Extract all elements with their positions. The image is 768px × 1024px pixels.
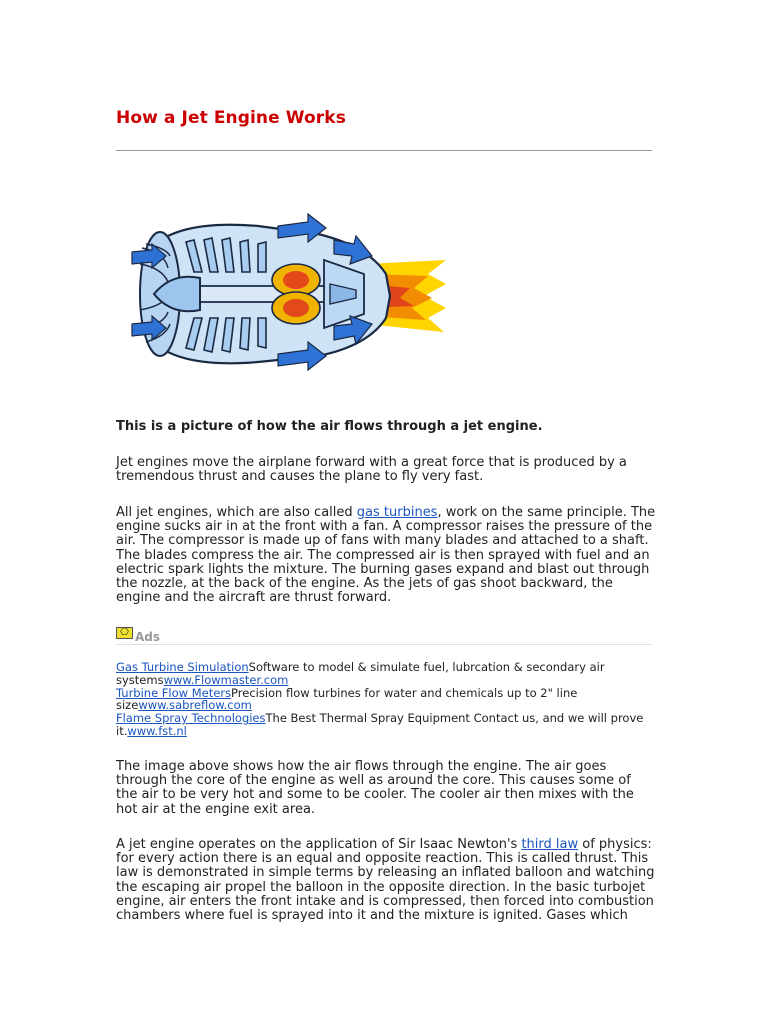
ad-title-link[interactable]: Gas Turbine Simulation bbox=[116, 660, 249, 674]
jet-engine-illustration bbox=[128, 212, 448, 377]
intro-paragraph: Jet engines move the airplane forward with a great force that is produced by a tremendous thrust and causes the plane to fly very fast. bbox=[116, 455, 627, 485]
airflow-paragraph: The image above shows how the air flows through the engine. The air goes through the core of the engine as well as around the core. This causes some of the air to be very hot and some to be cooler. The cooler air then mixes with the hot air at the engine exit area. bbox=[116, 759, 634, 817]
ads-header bbox=[116, 627, 652, 645]
ad-url-link[interactable]: www.sabreflow.com bbox=[138, 698, 252, 713]
principle-paragraph: All jet engines, which are also called gas turbines, work on the same principle. The engine sucks air in at the front with a fan. A compressor raises the pressure of the air. The compressor is made up of fans with many blades and attached to a shaft. The blades compress the air. The compressed air is then sprayed with fuel and an electric spark lights the mixture. The burning gases expand and blast out through the nozzle, at the back of the engine. As the jets of gas shoot backward, the engine and the aircraft are thrust forward. bbox=[116, 505, 656, 606]
third-law-link[interactable]: third law bbox=[521, 837, 579, 852]
ad-item: Gas Turbine SimulationSoftware to model & simulate fuel, lubrcation & secondary air systemswww.Flowmaster.com bbox=[116, 660, 605, 687]
ad-item: Turbine Flow MetersPrecision flow turbines for water and chemicals up to 2" line sizewww.sabreflow.com bbox=[116, 685, 578, 713]
gas-turbines-link[interactable]: gas turbines bbox=[356, 505, 438, 520]
ad-title-link[interactable]: Turbine Flow Meters bbox=[116, 685, 232, 700]
ad-url-link[interactable]: www.fst.nl bbox=[127, 723, 187, 738]
ads-list bbox=[116, 661, 656, 738]
ad-item: Flame Spray TechnologiesThe Best Thermal Spray Equipment Contact us, and we will prove it.www.fst.nl bbox=[116, 711, 644, 738]
ad-choices-icon[interactable]: ⎔ bbox=[116, 627, 133, 639]
newton-paragraph: A jet engine operates on the application of Sir Isaac Newton's third law of physics: for every action there is an equal and opposite reaction. This is called thrust. This law is demonstrated in simple terms by releasing an inflated balloon and watching the escaping air propel the balloon in the opposite direction. In the basic turbojet engine, air enters the front intake and is compressed, then forced into combustion chambers where fuel is sprayed into it and the mixture is ignited. Gases which bbox=[116, 837, 655, 924]
title-divider bbox=[116, 150, 652, 151]
image-caption: This is a picture of how the air flows through a jet engine. bbox=[116, 419, 543, 434]
ad-title-link[interactable]: Flame Spray Technologies bbox=[116, 711, 266, 726]
ad-url-link[interactable]: www.Flowmaster.com bbox=[163, 672, 289, 687]
page-title: How a Jet Engine Works bbox=[116, 108, 346, 128]
ads-label: Ads bbox=[135, 630, 161, 644]
